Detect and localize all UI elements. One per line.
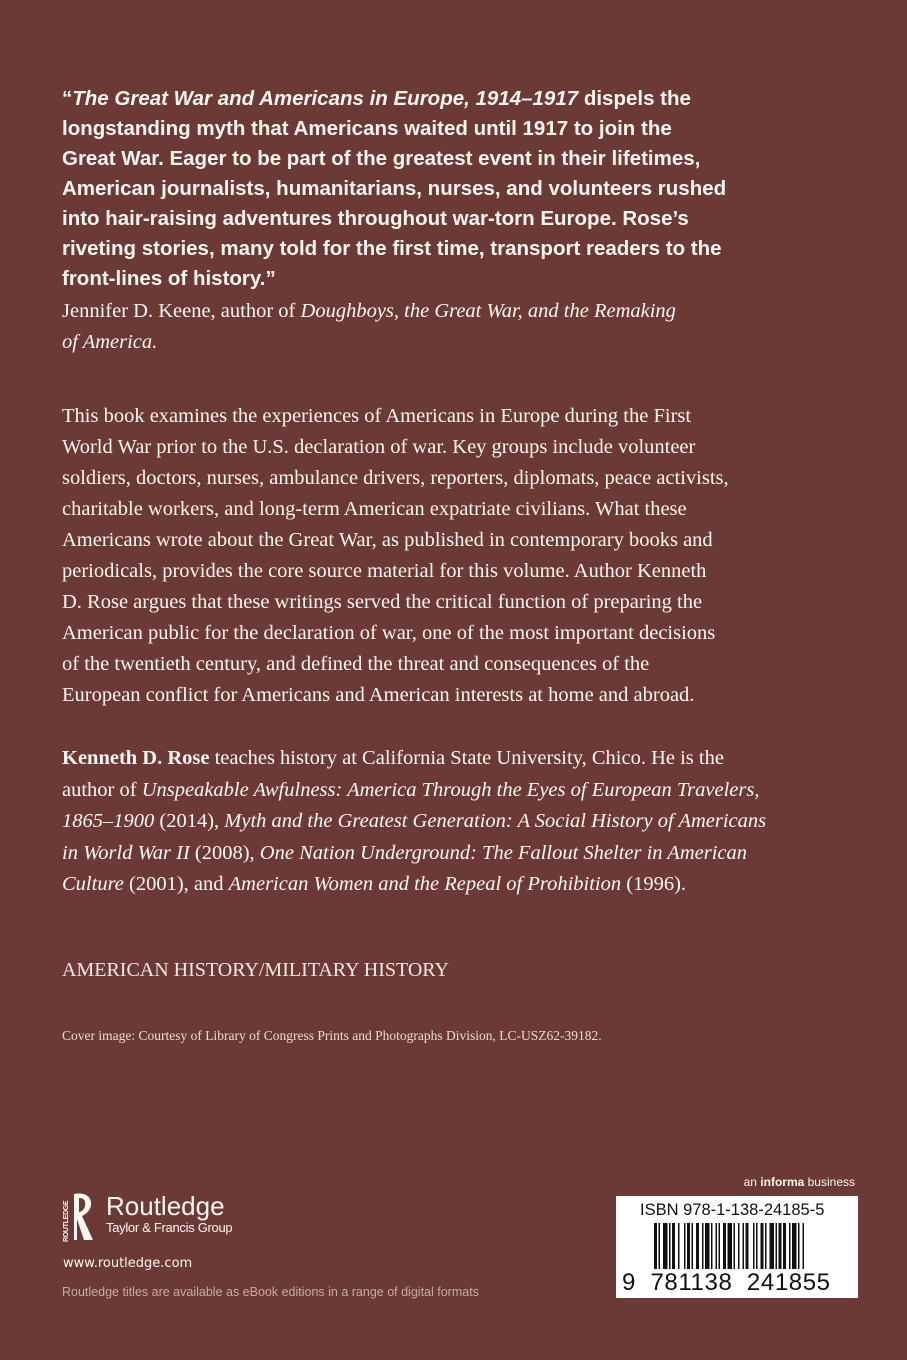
barcode-bar — [719, 1223, 721, 1269]
text-line — [62, 327, 862, 358]
text-segment: “ — [62, 87, 73, 110]
text-line — [62, 84, 862, 114]
text-segment: Culture — [62, 873, 124, 895]
text-segment: One Nation Underground: The Fallout Shelter in American — [259, 841, 748, 864]
text-line — [62, 296, 862, 327]
barcode-bar — [743, 1223, 745, 1269]
barcode-bar — [716, 1223, 718, 1269]
barcode-bar — [684, 1223, 686, 1269]
text-line — [62, 806, 862, 838]
text-segment: front-lines of history.” — [62, 267, 276, 290]
publisher-group: Taylor & Francis Group — [106, 1220, 233, 1235]
text-line — [62, 174, 862, 204]
text-segment: author of — [62, 778, 142, 801]
text-line — [62, 204, 862, 234]
text-line — [62, 144, 862, 174]
barcode-bar — [765, 1223, 767, 1269]
text-segment: This book examines the experiences of Americans in Europe during the First — [62, 405, 692, 427]
text-segment: of the twentieth century, and defined the threat and consequences of the — [62, 653, 650, 675]
text-line — [62, 264, 862, 294]
barcode-bar — [687, 1223, 690, 1269]
barcode-bar — [672, 1223, 675, 1269]
text-line — [62, 680, 862, 711]
barcode-bar — [734, 1223, 736, 1269]
text-segment: dispels the — [578, 87, 691, 110]
informa-prefix: an — [743, 1175, 761, 1189]
barcode-bar — [692, 1223, 694, 1269]
text-line — [62, 618, 862, 649]
text-line — [62, 587, 862, 618]
publisher-name: Routledge — [106, 1191, 225, 1221]
barcode-bar — [776, 1223, 778, 1269]
barcode-bar — [659, 1223, 661, 1269]
endorsement-attribution — [62, 296, 862, 358]
text-segment: (1996). — [621, 873, 687, 895]
informa-brand: informa — [760, 1175, 805, 1189]
text-segment: Great War. Eager to be part of the greatest event in their lifetimes, — [62, 147, 701, 170]
text-line — [62, 432, 862, 463]
text-line — [62, 556, 862, 587]
isbn-text: ISBN 978-1-138-24185-5 — [640, 1201, 825, 1219]
routledge-logo — [63, 1192, 232, 1242]
barcode-digits: 9 781138 241855 — [622, 1269, 831, 1296]
logo-vertical-text: ROUTLEDGE — [63, 1200, 70, 1242]
text-line — [62, 114, 862, 144]
barcode-bar — [792, 1223, 797, 1269]
text-line — [62, 234, 862, 264]
text-segment: soldiers, doctors, nurses, ambulance drivers, reporters, diplomats, peace activists, — [62, 467, 729, 489]
ebook-note: Routledge titles are available as eBook editions in a range of digital formats — [62, 1285, 479, 1299]
text-segment: D. Rose argues that these writings served the critical function of preparing the — [62, 591, 703, 613]
text-line — [62, 494, 862, 525]
text-line — [62, 401, 862, 432]
text-segment: periodicals, provides the core source material for this volume. Author Kenneth — [62, 560, 707, 582]
informa-tagline — [744, 1175, 855, 1189]
barcode-bar — [770, 1223, 775, 1269]
barcode-bar — [798, 1223, 800, 1269]
text-segment: American public for the declaration of war, one of the most important decisions — [62, 622, 716, 644]
text-segment: Myth and the Greatest Generation: A Social History of Americans — [224, 810, 767, 832]
text-segment: of America. — [62, 331, 158, 353]
text-segment: riveting stories, many told for the first time, transport readers to the — [62, 237, 722, 260]
endorsement-quote — [62, 84, 862, 294]
text-segment: (2008), — [189, 841, 260, 864]
barcode-bar — [705, 1223, 710, 1269]
barcode-bar — [756, 1223, 758, 1269]
publisher-url[interactable]: www.routledge.com — [63, 1256, 193, 1271]
subject-category: AMERICAN HISTORY/MILITARY HISTORY — [62, 959, 449, 981]
text-segment: into hair-raising adventures throughout war-torn Europe. Rose’s — [62, 207, 689, 230]
text-segment: 1865–1900 — [62, 810, 155, 832]
text-segment: longstanding myth that Americans waited until 1917 to join the — [62, 117, 672, 140]
text-line — [62, 869, 862, 901]
text-segment: Americans wrote about the Great War, as published in contemporary books and — [62, 529, 713, 551]
barcode-bar — [789, 1223, 791, 1269]
text-segment: The Great War and Americans in Europe, 1914–1917 — [72, 87, 579, 110]
routledge-r-icon — [72, 1192, 94, 1242]
text-segment: American Women and the Repeal of Prohibition — [228, 873, 622, 895]
barcode-bar — [753, 1223, 755, 1269]
text-line — [62, 838, 862, 870]
text-segment: Jennifer D. Keene, author of — [62, 300, 301, 322]
text-line — [62, 525, 862, 556]
barcode-bar — [803, 1223, 805, 1269]
barcode-bar — [783, 1223, 786, 1269]
barcode-bar — [711, 1223, 713, 1269]
text-segment: European conflict for Americans and American interests at home and abroad. — [62, 684, 695, 706]
text-segment: in World War II — [62, 841, 190, 864]
barcode-bar — [663, 1223, 668, 1269]
barcode-bar — [779, 1223, 782, 1269]
informa-suffix: business — [804, 1175, 855, 1189]
barcode-bar — [761, 1223, 764, 1269]
text-segment: (2001), and — [123, 873, 229, 895]
text-line — [62, 463, 862, 494]
text-segment: teaches history at California State University, Chico. He is the — [209, 747, 724, 769]
text-segment: World War prior to the U.S. declaration of war. Key groups include volunteer — [62, 436, 696, 458]
barcode-bar — [654, 1223, 657, 1269]
barcode-bar — [702, 1223, 704, 1269]
text-segment: Doughboys, the Great War, and the Remaking — [300, 300, 676, 322]
barcode-bar — [746, 1223, 749, 1269]
text-segment: Kenneth D. Rose — [62, 747, 210, 769]
cover-image-credit: Cover image: Courtesy of Library of Congress Prints and Photographs Division, LC-USZ62-39182. — [62, 1028, 602, 1043]
book-description — [62, 401, 862, 711]
barcode-bar — [678, 1223, 680, 1269]
text-line — [62, 775, 862, 807]
text-segment: (2014), — [154, 810, 225, 832]
barcode-bar — [669, 1223, 671, 1269]
isbn-barcode — [616, 1196, 858, 1298]
text-segment: Unspeakable Awfulness: America Through the Eyes of European Travelers, — [141, 778, 760, 801]
author-bio — [62, 743, 862, 901]
barcode-bar — [723, 1223, 726, 1269]
barcode-bar — [738, 1223, 740, 1269]
barcode-bar — [728, 1223, 733, 1269]
text-line — [62, 649, 862, 680]
text-segment: American journalists, humanitarians, nurses, and volunteers rushed — [62, 177, 727, 200]
barcode-bar — [696, 1223, 699, 1269]
text-line — [62, 743, 862, 775]
text-segment: charitable workers, and long-term American expatriate civilians. What these — [62, 498, 687, 520]
barcode-bars — [654, 1223, 834, 1269]
